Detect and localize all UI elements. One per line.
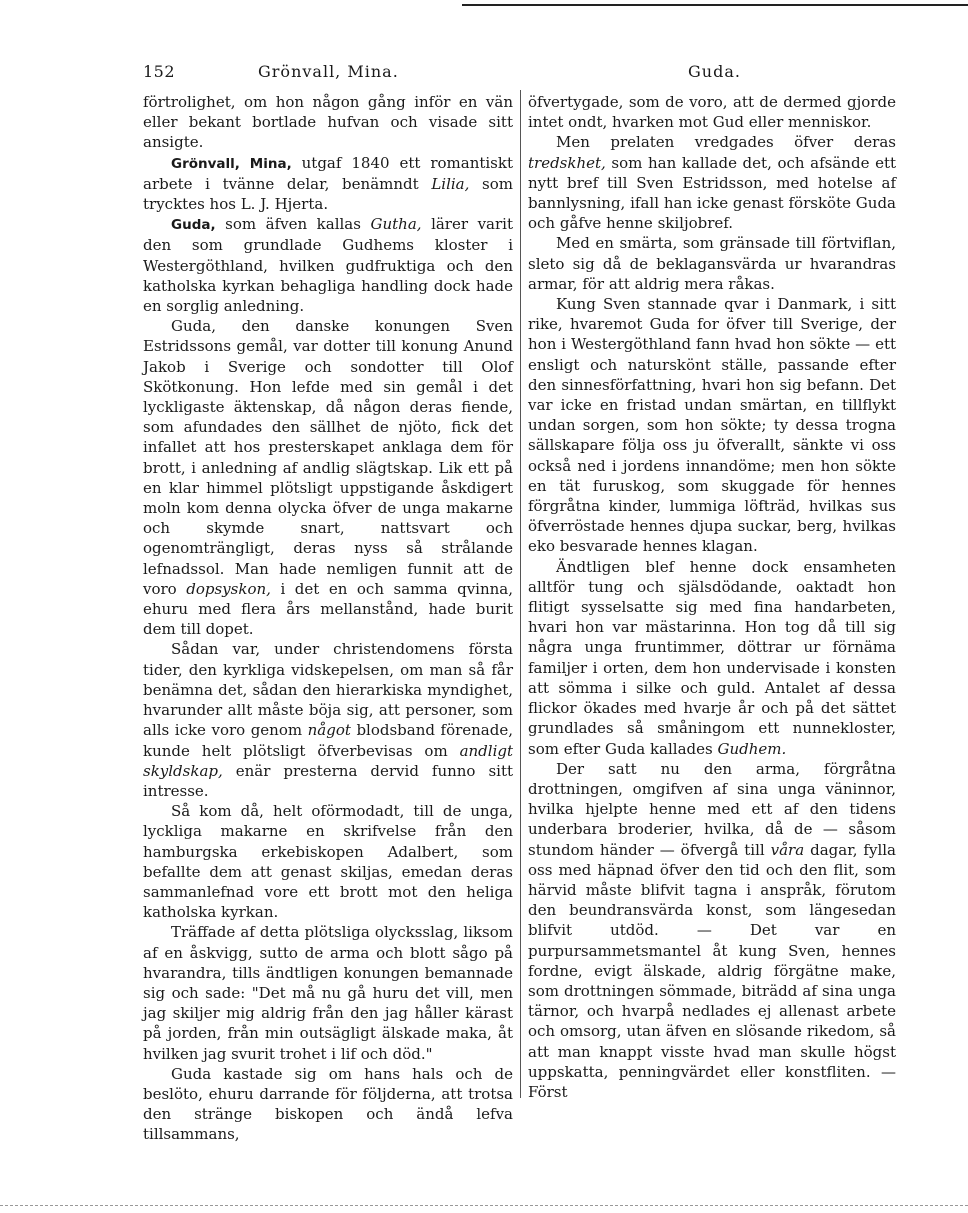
page-header xyxy=(0,58,968,86)
paragraph: öfvertygade, som de voro, att de dermed gjorde intet ondt, hvarken mot Gud eller menniskor. xyxy=(528,93,896,132)
running-head-left: Grönvall, Mina. xyxy=(258,62,399,81)
right-column xyxy=(528,92,896,1102)
paragraph: Med en smärta, som gränsade till förtviflan, sleto sig då de beklagansvärda ur hvarandras armar, för att aldrig mera råkas. xyxy=(528,234,896,293)
paragraph: Men prelaten vredgades öfver deras tredskhet, som han kallade det, och afsände ett nytt bref till Sven Estridsson, med hotelse af bannlysning, ifall han icke genast försköte Guda och gåfve henne skiljobref. xyxy=(528,133,896,233)
left-column xyxy=(143,92,513,1145)
paragraph: Kung Sven stannade qvar i Danmark, i sitt rike, hvaremot Guda for öfver till Sverige, der hon i Westergöthland fann hvad hon sökte — ett ensligt och naturskönt ställe, passande efter den sinnesförfattning, hvari hon sig befann. Det var icke en fristad undan smärtan, en tillflykt undan sorgen, som hon sökte; ty dessa trogna sällskapare följa oss ju öfverallt, sänkte vi oss också ned i jordens innandöme; men hon sökte en tät furuskog, som skuggade för hennes förgråtna kinder, lummiga löfträd, hvilkas sus öfverröstade hennes djupa suckar, berg, hvilkas eko besvarade hennes klagan. xyxy=(528,295,896,556)
paragraph: Träffade af detta plötsliga olycksslag, liksom af en åskvigg, sutto de arma och blott sågo på hvarandra, tills ändtligen konungen bemannade sig och sade: "Det må nu gå huru det vill, men jag skiljer mig aldrig från den jag håller kärast på jorden, från min outsägligt älskade maka, åt hvilken jag svurit trohet i lif och död." xyxy=(143,923,513,1063)
page-number: 152 xyxy=(143,62,176,81)
running-head-right: Guda. xyxy=(688,62,741,81)
bottom-rule xyxy=(0,1205,968,1207)
top-rule xyxy=(462,4,968,6)
paragraph: Guda, den danske konungen Sven Estridssons gemål, var dotter till konung Anund Jakob i Sverige och sondotter till Olof Skötkonung. Hon lefde med sin gemål i det lyckligaste äktenskap, då någon deras fiende, som afundades den sällhet de njöto, fick det infallet att hos presterskapet anklaga dem för brott, i anledning af andlig slägtskap. Lik ett på en klar himmel plötsligt uppstigande åskdigert moln kom denna olycka öfver de unga makarne och skymde snart, nattsvart och ogenomträngligt, deras nyss så strålande lefnadssol. Man hade nemligen funnit att de voro dopsyskon, i det en och samma qvinna, ehuru med flera års mellanstånd, hade burit dem till dopet. xyxy=(143,317,513,639)
entry-headword: Guda, xyxy=(171,217,216,234)
entry-guda: Guda, som äfven kallas Gutha, lärer varit den som grundlade Gudhems kloster i Westergöthland, hvilken gudfruktiga och den katholska kyrkan behagliga handling dock hade en sorglig anledning. xyxy=(143,215,513,316)
paragraph: Sådan var, under christendomens första tider, den kyrkliga vidskepelsen, om man så får benämna det, sådan den hierarkiska myndighet, hvarunder allt måste böja sig, att personer, som alls icke voro genom något blodsband förenade, kunde helt plötsligt öfverbevisas om andligt skyldskap, enär presterna dervid funno sitt intresse. xyxy=(143,640,513,800)
entry-headword: Grönvall, Mina, xyxy=(171,155,292,172)
paragraph: Guda kastade sig om hans hals och de beslöto, ehuru darrande för följderna, att trotsa den stränge biskopen och ändå lefva tillsammans, xyxy=(143,1064,513,1144)
paragraph: Der satt nu den arma, förgråtna drottningen, omgifven af sina unga väninnor, hvilka hjelpte henne med ett af den tidens underbara broderier, hvilka, då de — såsom stundom händer — öfvergå till våra dagar, fylla oss med häpnad öfver den tid och den flit, som härvid måste blifvit tagna i anspråk, förutom den beundransvärda konst, som längesedan blifvit utdöd. — Det var en purpursammetsmantel åt kung Sven, hennes fordne, evigt älskade, aldrig förgätne make, som drottningen sömmade, biträdd af sina unga tärnor, och hvarpå nedlades ej allenast arbete och omsorg, utan äfven en slösande rikedom, så att man knappt visste hvad man skulle högst uppskatta, penningvärdet eller konstfliten. — Först xyxy=(528,759,896,1101)
paragraph: förtrolighet, om hon någon gång inför en vän eller bekant bortlade hufvan och visade sitt ansigte. xyxy=(143,93,513,152)
paragraph: Ändtligen blef henne dock ensamheten alltför tung och själsdödande, oaktadt hon flitigt sysselsatte sig med fina handarbeten, hvari hon var mästarinna. Hon tog då till sig några unga fruntimmer, döttrar ur förnäma familjer i orten, dem hon undervisade i konsten att sömma i silke och guld. Antalet af dessa flickor ökades med hvarje år och på det sättet grundlades så småningom ett nunnekloster, som efter Guda kallades Gudhem. xyxy=(528,557,896,758)
entry-gronvall: Grönvall, Mina, utgaf 1840 ett romantiskt arbete i tvänne delar, benämndt Lilia, som trycktes hos L. J. Hjerta. xyxy=(143,153,513,214)
column-divider xyxy=(520,90,521,1098)
paragraph: Så kom då, helt oförmodadt, till de unga, lyckliga makarne en skrifvelse från den hamburgska erkebiskopen Adalbert, som befallte dem att genast skiljas, emedan deras sammanlefnad vore ett brott mot den heliga katholska kyrkan. xyxy=(143,802,513,922)
